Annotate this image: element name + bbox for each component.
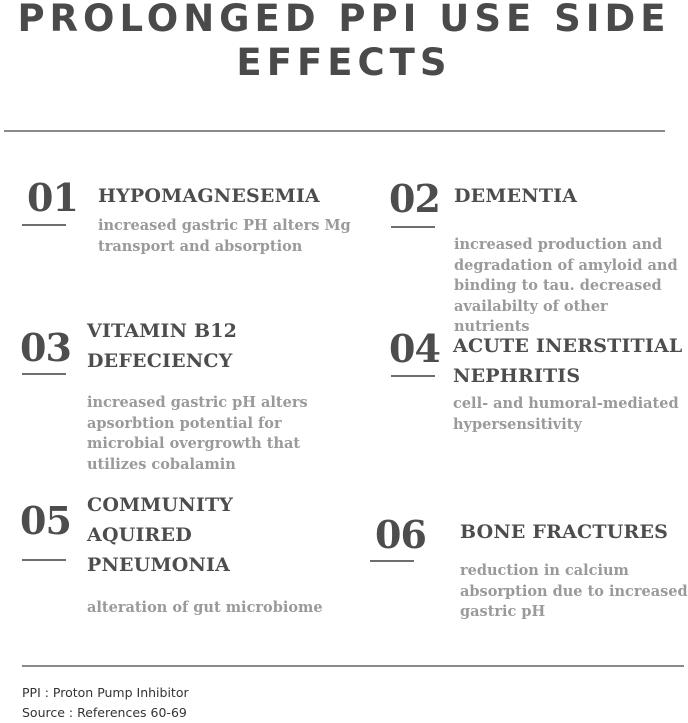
description-line: increased gastric pH alters [87,394,308,411]
description-line: absorption due to increased [460,582,688,600]
effect-number: 03 [20,325,71,370]
description-line: utilizes cobalamin [87,455,236,473]
footer-note-source: Source : References 60-69 [22,705,187,720]
heading-line: HYPOMAGNESEMIA [98,185,320,207]
effect-heading [87,490,233,580]
number-underline [22,559,66,561]
number-underline [22,224,66,226]
description-line: reduction in calcium [460,562,629,579]
heading-line: DEMENTIA [454,185,578,207]
description-line: microbial overgrowth that [87,435,301,452]
description-line: increased gastric PH alters Mg [98,217,351,234]
page-title-line-2: EFFECTS [236,41,452,84]
heading-line: COMMUNITY [87,494,234,516]
page-title-line-1: PROLONGED PPI USE SIDE [17,0,671,40]
number-underline [22,373,66,375]
description-line: hypersensitivity [453,415,582,433]
effect-number: 06 [375,512,426,557]
description-line: transport and absorption [98,237,303,255]
heading-line: ACUTE INERSTITIAL [453,335,683,357]
effect-number: 01 [27,175,78,220]
number-underline [370,560,414,562]
effect-heading [453,331,682,391]
number-underline [391,375,435,377]
heading-line: VITAMIN B12 [87,320,238,342]
effect-description [87,598,323,619]
description-line: apsorbtion potential for [87,414,282,432]
heading-line: BONE FRACTURES [460,521,669,543]
number-underline [391,226,435,228]
description-line: cell- and humoral-mediated [453,395,679,412]
effect-description [98,216,351,257]
effect-heading [454,181,577,211]
description-line: increased production and [454,236,663,253]
effect-description [453,394,679,435]
heading-line: NEPHRITIS [453,365,581,387]
effect-number: 02 [389,176,440,221]
effect-description [87,393,308,475]
top-divider [4,130,665,132]
description-line: availabilty of other nutrients [454,297,608,335]
effect-heading [98,181,320,211]
heading-line: DEFECIENCY [87,350,233,372]
description-line: binding to tau. decreased [454,277,662,294]
description-line: gastric pH [460,603,546,620]
bottom-divider [22,665,684,667]
description-line: alteration of gut microbiome [87,599,323,616]
effect-number: 05 [20,498,71,543]
heading-line: AQUIRED [87,524,192,546]
heading-line: PNEUMONIA [87,554,231,576]
effect-heading [87,316,237,376]
footer-note-abbreviation: PPI : Proton Pump Inhibitor [22,685,189,700]
effect-heading [460,517,668,547]
effect-description [454,235,688,338]
effect-number: 04 [389,326,440,371]
description-line: degradation of amyloid and [454,256,678,274]
effect-description [460,561,688,623]
